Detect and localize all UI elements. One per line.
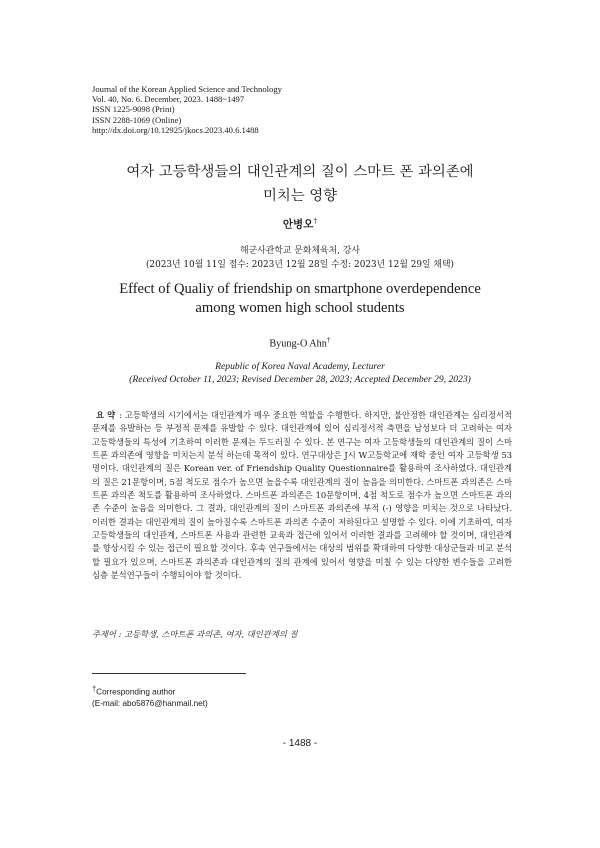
english-title-line-1: Effect of Qualiy of friendship on smartphone overdependence [119,281,481,297]
issn-online: ISSN 2288-1069 (Online) [92,114,182,125]
footnote-mark: † [92,684,97,693]
korean-affiliation [0,245,600,272]
abstract-label: 요 약 [96,410,116,420]
korean-author [0,216,600,232]
abstract [92,409,512,582]
corresponding-author-mark: † [313,216,318,225]
english-title [0,280,600,318]
footnote-divider [92,673,246,674]
english-author [0,335,600,349]
issn-print: ISSN 1225-9098 (Print) [92,104,175,115]
doi-link[interactable]: http://dx.doi.org/10.12925/jkocs.2023.40.6.1488 [92,124,259,135]
journal-header [92,84,282,135]
english-affiliation [0,360,600,386]
korean-institution: 해군사관학교 문화체육처, 강사 [240,246,360,256]
english-institution: Republic of Korea Naval Academy, Lecturer [215,361,385,372]
journal-volume: Vol. 40, No. 6. December, 2023. 1488~1497 [92,94,245,105]
korean-title [0,160,600,208]
english-dates: (Received October 11, 2023; Revised December 28, 2023; Accepted December 29, 2023) [129,374,471,385]
footnote-corresponding [92,683,208,698]
korean-title-line-1: 여자 고등학생들의 대인관계의 질이 스마트 폰 과의존에 [126,164,474,180]
keywords: 주제어 : 고등학생, 스마트폰 과의존, 여자, 대인관계의 질 [92,629,298,639]
footnote [92,683,208,710]
footnote-email: (E-mail: abo5876@hanmail.net) [92,699,208,709]
journal-name: Journal of the Korean Applied Science and Technology [92,84,282,94]
korean-title-line-2: 미치는 영향 [262,188,338,204]
abstract-text: : 고등학생의 시기에서는 대인관계가 매우 중요한 역할을 수행한다. 하지만, 불안정한 대인관계는 심리정서적 문제를 유발하는 등 부정적 문제를 유발할 수 있다. 대인관계에 있어 심리정서적 측면을 남성보다 더 고려하는 여자 고등학생들의 특성에 기초하여 이러한 문제는 두드러질 수 있다. 본 연구는 여자 고등학생들의 대인관계의 질이 스마트폰 과의존에 영향을 미치는지 분석 하는데 목적이 있다. 연구대상은 J시 W고등학교에 재학 중인 여자 고등학생 53명이다. 대인관계의 질은 Korean ver. of Friendship Quality Questionnaire를 활용하여 조사하였다. 대인관계의 질은 21문항이며, 5점 척도로 점수가 높으면 높을수록 대인관계의 질이 높음을 의미한다. 스마트폰 과의존은 스마트폰 과의존 척도를 활용하여 조사하였다. 스마트폰 과의존은 10문항이며, 4점 척도로 점수가 높으면 스마트폰 과의존 수준이 높음을 의미한다. 그 결과, 대인관계의 질이 스마트폰 과의존에 부적 (-) 영향을 미치는 것으로 나타났다. 이러한 결과는 대인관계의 질이 높아질수록 스마트폰 과의존 수준이 저하된다고 설명할 수 있다. 이에 기초하여, 여자 고등학생들의 대인관계, 스마트폰 사용과 관련한 교육과 접근에 있어서 이러한 결과를 고려해야 할 것이며, 대인관계를 향상시킬 수 있는 접근이 필요할 것이다. 후속 연구들에서는 대상의 범위를 확대하여 다양한 대상군들과 비교 분석할 필요가 있으며, 스마트폰 과의존과 대인관계의 질의 관계에 있어서 영향을 미칠 수 있는 다양한 변수들을 고려한 심층 분석연구들이 수행되어야 할 것이다. [92,410,512,581]
english-corresponding-mark: † [326,335,331,344]
page-number: - 1488 - [282,738,318,749]
english-author-name: Byung-O Ahn [269,338,327,350]
english-title-line-2: among women high school students [195,300,405,316]
korean-author-name: 안병오 [282,218,314,231]
footnote-label: Corresponding author [96,687,176,697]
korean-dates: (2023년 10월 11일 접수: 2023년 12월 28일 수정: 2023년 12월 29일 채택) [145,259,455,270]
